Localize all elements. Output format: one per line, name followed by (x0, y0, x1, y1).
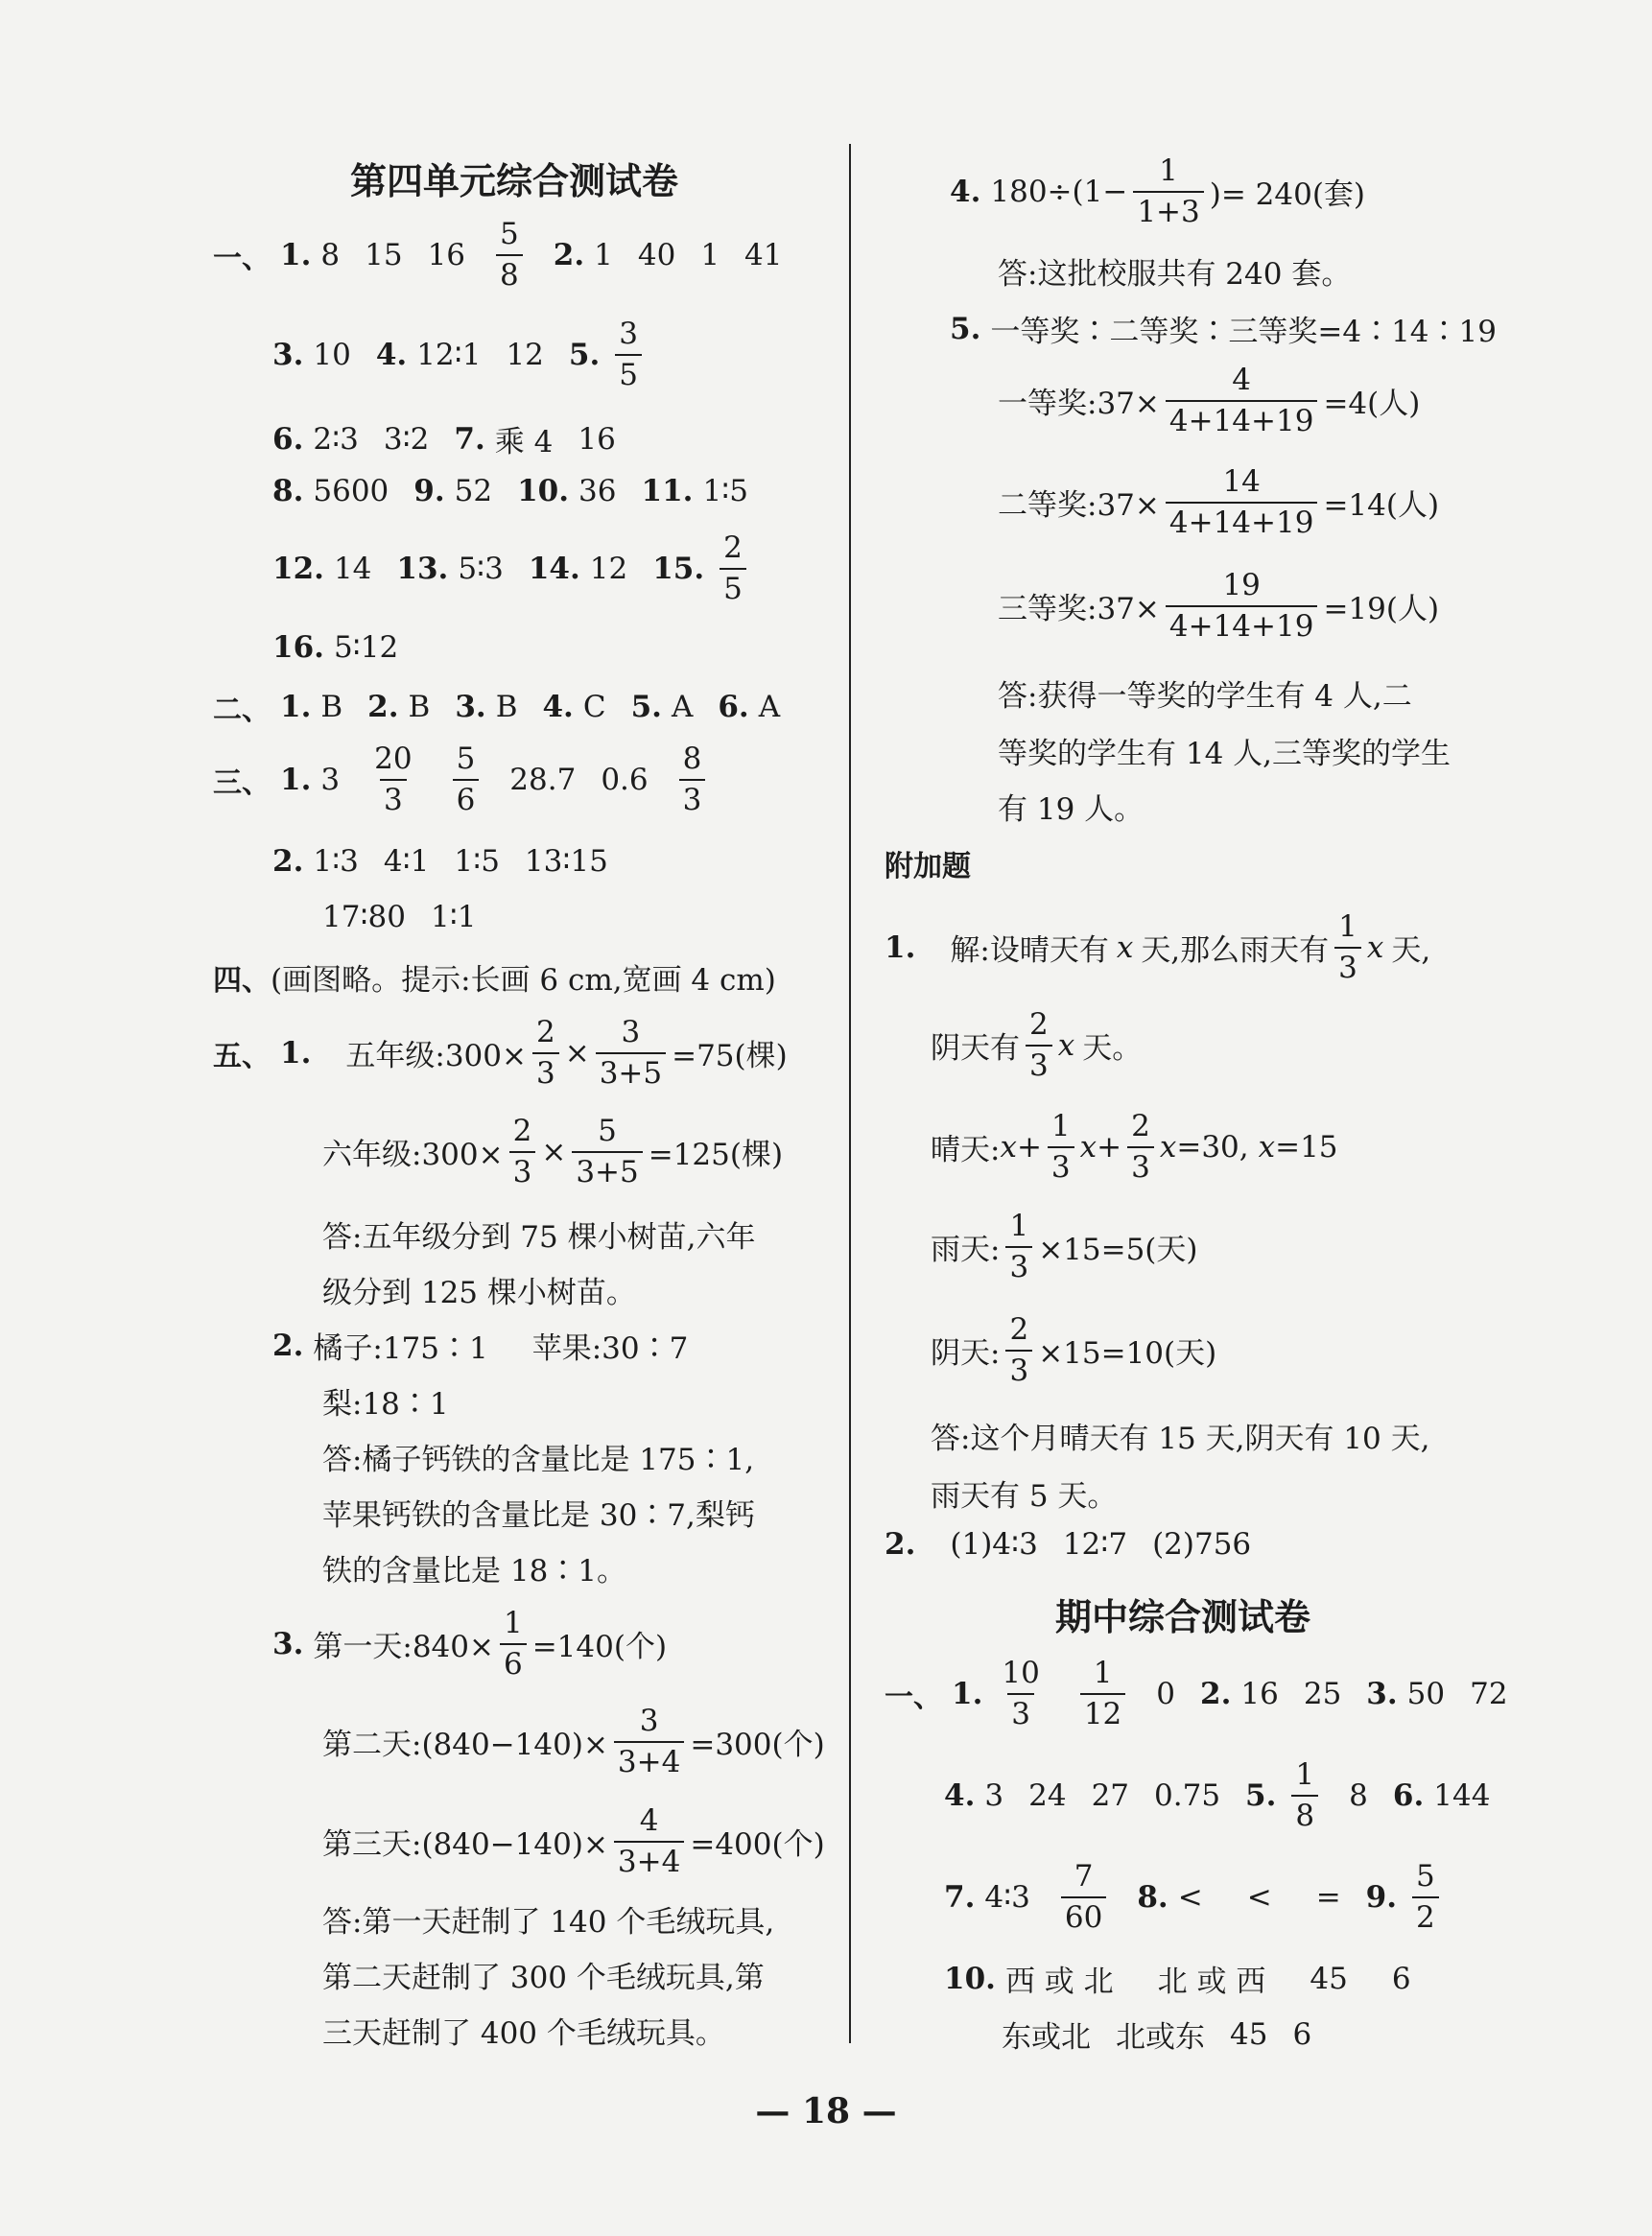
q-num: 10. (517, 474, 570, 508)
fraction: $\frac{1}{3}$ (1005, 1211, 1032, 1283)
extra-q1-l5 (931, 1314, 1216, 1386)
answer: 西 或 北 (1004, 1965, 1114, 1999)
answer: 5∶12 (333, 630, 399, 665)
s3-line1 (213, 743, 711, 815)
answer: 乘 4 (494, 425, 554, 459)
answer: 4∶1 (383, 844, 430, 879)
answer: 16 (578, 421, 616, 457)
s5-q1-l2 (322, 1116, 783, 1188)
q-num: 1. (885, 930, 916, 965)
fraction: $\frac{2}{3}$ (1026, 1009, 1052, 1081)
s5-q3-l1 (272, 1608, 667, 1680)
section-label: 二、 (213, 694, 271, 727)
expression: 阴天: (931, 1336, 1001, 1372)
q-num: 4. (375, 337, 408, 372)
q-num: 7. (944, 1879, 976, 1915)
answer-text: 苹果钙铁的含量比是 30∶7,梨钙 (322, 1498, 755, 1533)
answer: < (1246, 1879, 1272, 1915)
mid-line2 (944, 1759, 1490, 1831)
answer: 2∶3 (313, 421, 359, 457)
answer: = (1315, 1879, 1341, 1915)
s3-line2 (272, 844, 608, 879)
q-num: 1. (952, 1676, 983, 1711)
expression: 六年级:300× (322, 1138, 504, 1173)
variable: x (1159, 1129, 1177, 1165)
r-q5-ratio (950, 307, 1497, 350)
q-num: 12. (272, 551, 324, 586)
answer: 12∶1 (416, 337, 482, 372)
answer: 1∶5 (454, 844, 500, 879)
expression: 天,那么雨天有 (1141, 933, 1330, 969)
fraction: $\frac{19}{4+14+19}$ (1166, 570, 1318, 642)
q-num: 3. (272, 1626, 304, 1661)
q-num: 4. (542, 690, 574, 724)
section-label: 五、 (213, 1039, 271, 1073)
expression: ×15=10(天) (1038, 1336, 1217, 1372)
q-num: 9. (413, 474, 445, 508)
answer: 5600 (313, 474, 389, 508)
q-num: 5. (950, 311, 981, 346)
answer: B (320, 690, 343, 724)
expression: 第三天:(840−140)× (322, 1827, 608, 1863)
section-label: 一、 (213, 241, 271, 275)
answer: A (758, 690, 781, 724)
q-num: 5. (1245, 1777, 1277, 1813)
expression: 五年级:300× (345, 1039, 527, 1074)
q-num: 3. (1366, 1676, 1398, 1711)
answer: 1∶3 (313, 844, 359, 879)
section-label: 四、 (213, 963, 271, 998)
q-num: 4. (950, 174, 981, 209)
answer: 北或东 (1116, 2020, 1205, 2055)
answer: 40 (637, 237, 676, 272)
s4-line (213, 955, 776, 999)
answer: (画图略。提示:长画 6 cm,宽画 4 cm) (271, 963, 776, 998)
q-num: 8. (272, 474, 304, 508)
mid-line4 (944, 1957, 1411, 2000)
answer-text: 级分到 125 棵小树苗。 (322, 1276, 636, 1310)
fraction: $\frac{1}{12}$ (1080, 1658, 1125, 1730)
section-label: 一、 (885, 1680, 942, 1714)
expression: 天, (1391, 933, 1431, 969)
q-num: 9. (1365, 1879, 1398, 1915)
answer: 50 (1406, 1676, 1446, 1711)
mid-line5 (1002, 2012, 1311, 2056)
fraction: $\frac{1}{8}$ (1291, 1759, 1318, 1831)
answer-text: 答:第一天赶制了 140 个毛绒玩具, (322, 1905, 775, 1940)
expression: 晴天: (931, 1133, 1001, 1168)
answer-text: 答:五年级分到 75 棵小树苗,六年 (322, 1220, 756, 1255)
answer: B (408, 690, 431, 724)
s1-line6 (272, 630, 398, 665)
fraction: $\frac{20}{3}$ (374, 741, 413, 817)
variable: x (1000, 1129, 1017, 1165)
q-num: 2. (367, 690, 399, 724)
answer: 25 (1303, 1676, 1342, 1711)
answer-text: 铁的含量比是 18∶1。 (322, 1554, 627, 1589)
expression: =15 (1275, 1129, 1338, 1165)
fraction: $\frac{7}{60}$ (1061, 1861, 1106, 1933)
answer: 24 (1028, 1777, 1067, 1813)
expression: =4(人) (1323, 387, 1421, 422)
answer: 北 或 西 (1157, 1965, 1266, 1999)
unit4-test-title: 第四单元综合测试卷 (350, 159, 679, 202)
expression: 解:设晴天有 (950, 933, 1109, 969)
answer: 16 (427, 237, 466, 272)
q-num: 2. (272, 844, 304, 879)
variable: x (1366, 930, 1384, 965)
answer: 8 (320, 237, 341, 272)
answer: 27 (1091, 1777, 1130, 1813)
expression: =14(人) (1323, 488, 1440, 524)
q-num: 11. (641, 474, 694, 508)
q-num: 1. (280, 237, 312, 272)
expression: ×15=5(天) (1038, 1233, 1198, 1268)
fraction: $\frac{1}{6}$ (500, 1608, 527, 1680)
answer: 28.7 (509, 762, 577, 797)
expression: 阴天有 (931, 1031, 1020, 1067)
q-num: 3. (272, 337, 304, 372)
answer: 17∶80 (322, 900, 406, 934)
expression: =400(个) (690, 1827, 825, 1863)
operator: + (1016, 1129, 1042, 1165)
fraction: $\frac{5}{6}$ (453, 743, 480, 815)
expression: 180÷(1− (990, 174, 1128, 209)
fraction: $\frac{1}{1+3}$ (1133, 155, 1203, 227)
expression: 一等奖:37× (998, 387, 1160, 422)
q-num: 6. (718, 690, 749, 724)
operator: + (1097, 1129, 1122, 1165)
q-num: 16. (272, 630, 324, 665)
answer: 0.6 (601, 762, 649, 797)
column-divider (849, 144, 851, 2043)
answer: 6 (1292, 2016, 1312, 2052)
answer: 0.75 (1154, 1777, 1221, 1813)
fraction: $\frac{2}{3}$ (1127, 1111, 1154, 1183)
q-num: 7. (454, 421, 485, 457)
fraction: $\frac{1}{3}$ (1048, 1111, 1074, 1183)
q-num: 5. (568, 337, 601, 372)
answer: 12 (506, 337, 544, 372)
answer: 5∶3 (458, 551, 504, 586)
q-num: 2. (272, 1328, 304, 1363)
q-num: 6. (272, 421, 304, 457)
answer: A (671, 690, 694, 724)
q-num: 2. (885, 1527, 916, 1562)
q-num: 4. (944, 1777, 976, 1813)
fraction: $\frac{3}{3+5}$ (596, 1017, 666, 1089)
expression: 第二天:(840−140)× (322, 1728, 608, 1763)
extra-q1-l4 (931, 1211, 1198, 1283)
q-num: 10. (944, 1961, 996, 1996)
answer-text: 雨天有 5 天。 (931, 1479, 1118, 1514)
q-num: 1. (280, 690, 312, 724)
r-q5-l3 (998, 570, 1439, 642)
expression: 雨天: (931, 1233, 1001, 1268)
answer: 45 (1230, 2016, 1268, 2052)
answer: C (582, 690, 606, 724)
answer: 14 (333, 551, 372, 586)
q-num: 5. (630, 690, 662, 724)
s5-q1-l1 (213, 1017, 788, 1089)
fraction: $\frac{5}{2}$ (1412, 1861, 1439, 1933)
fraction: $\frac{3}{5}$ (615, 318, 642, 390)
fraction: $\frac{2}{5}$ (720, 532, 746, 604)
answer: 橘子:175∶1 (313, 1331, 488, 1366)
extra-q1-l2 (931, 1009, 1142, 1081)
fraction: $\frac{14}{4+14+19}$ (1166, 466, 1318, 538)
s2-line (213, 686, 780, 728)
answer-text: 答:获得一等奖的学生有 4 人,二 (998, 679, 1412, 714)
fraction: $\frac{4}{4+14+19}$ (1166, 365, 1318, 436)
expression: 二等奖:37× (998, 488, 1160, 524)
fraction: $\frac{3}{3+4}$ (614, 1706, 684, 1777)
variable: x (1258, 1129, 1276, 1165)
s3-line3 (322, 900, 476, 934)
answer: 1∶5 (702, 474, 748, 508)
midterm-test-title: 期中综合测试卷 (1055, 1595, 1311, 1638)
answer-text: 答:这个月晴天有 15 天,阴天有 10 天, (931, 1422, 1430, 1456)
expression: 三等奖:37× (998, 592, 1160, 627)
section-label: 三、 (213, 765, 271, 800)
answer: 144 (1433, 1777, 1491, 1813)
variable: x (1057, 1027, 1075, 1063)
s1-line5 (272, 532, 752, 604)
answer: 15 (365, 237, 403, 272)
answer-text: 等奖的学生有 14 人,三等奖的学生 (998, 737, 1451, 771)
mid-line3 (944, 1861, 1445, 1933)
fraction: $\frac{2}{3}$ (1005, 1314, 1032, 1386)
answer: (1)4∶3 (950, 1527, 1038, 1562)
answer: 13∶15 (524, 844, 608, 879)
s5-q3-l3 (322, 1805, 825, 1877)
extra-q1-l1 (885, 911, 1430, 983)
answer: 16 (1240, 1676, 1279, 1711)
expression: =75(棵) (672, 1039, 788, 1074)
r-q5-l1 (998, 365, 1420, 436)
answer-text: 第二天赶制了 300 个毛绒玩具,第 (322, 1961, 765, 1995)
answer: 6 (1391, 1961, 1411, 1996)
fraction: $\frac{2}{3}$ (532, 1017, 559, 1089)
answer-text: 答:这批校服共有 240 套。 (998, 257, 1352, 292)
answer: 0 (1156, 1676, 1176, 1711)
answer: 10 (313, 337, 351, 372)
page-number: — 18 — (755, 2091, 897, 2131)
answer-text: 有 19 人。 (998, 792, 1145, 827)
q-num: 1. (280, 762, 312, 797)
answer: 3∶2 (383, 421, 430, 457)
s1-line4 (272, 474, 748, 508)
operator: × (541, 1134, 567, 1169)
answer: 3 (320, 762, 341, 797)
variable: x (1079, 1129, 1097, 1165)
expression: =140(个) (531, 1630, 668, 1665)
answer: 45 (1310, 1961, 1348, 1996)
answer: 12 (589, 551, 628, 586)
expression: =125(棵) (648, 1138, 784, 1173)
s1-line2 (272, 318, 648, 390)
q-num: 13. (396, 551, 449, 586)
extra-q1-l3 (931, 1111, 1338, 1183)
answer: (2)756 (1152, 1527, 1252, 1562)
answer: 东或北 (1002, 2020, 1091, 2055)
q-num: 6. (1392, 1777, 1425, 1813)
answer-text: 三天赶制了 400 个毛绒玩具。 (322, 2016, 725, 2051)
expression: =30, (1176, 1129, 1249, 1165)
s5-q3-l2 (322, 1706, 825, 1777)
s1-line3 (272, 417, 616, 460)
fraction: $\frac{2}{3}$ (509, 1116, 536, 1188)
extra-title: 附加题 (885, 850, 971, 883)
answer: 3 (984, 1777, 1004, 1813)
q-num: 15. (652, 551, 705, 586)
expression: 天。 (1082, 1031, 1143, 1067)
fraction: $\frac{1}{3}$ (1334, 911, 1361, 983)
fraction: $\frac{10}{3}$ (1002, 1656, 1040, 1731)
mid-line1 (885, 1658, 1508, 1730)
q-num: 8. (1137, 1879, 1168, 1915)
s5-q2-l1 (272, 1324, 688, 1367)
fraction: $\frac{4}{3+4}$ (614, 1805, 684, 1877)
q-num: 14. (528, 551, 580, 586)
answer: < (1177, 1879, 1203, 1915)
s1-line1 (213, 219, 783, 291)
answer: 1∶1 (430, 900, 477, 934)
answer: 36 (578, 474, 617, 508)
expression: =19(人) (1323, 592, 1440, 627)
q-num: 1. (280, 1035, 312, 1071)
q-num: 2. (553, 237, 585, 272)
answer: 41 (744, 237, 783, 272)
fraction: $\frac{5}{3+5}$ (572, 1116, 642, 1188)
answer: 8 (1349, 1777, 1368, 1813)
answer: 12∶7 (1062, 1527, 1128, 1562)
expression: =300(个) (690, 1728, 825, 1763)
variable: x (1116, 930, 1134, 965)
answer: 52 (454, 474, 493, 508)
fraction: $\frac{8}{3}$ (679, 743, 706, 815)
answer-text: 答:橘子钙铁的含量比是 175∶1, (322, 1443, 755, 1477)
answer: 1 (700, 237, 720, 272)
q-num: 2. (1200, 1676, 1232, 1711)
extra-q2 (885, 1527, 1251, 1562)
expression: 第一天:840× (313, 1630, 494, 1665)
r-q4-l1 (950, 155, 1365, 227)
answer: 4∶3 (984, 1879, 1030, 1915)
r-q5-l2 (998, 466, 1439, 538)
operator: × (564, 1035, 590, 1071)
fraction: $\frac{5}{8}$ (496, 219, 523, 291)
answer-text: 梨:18∶1 (322, 1387, 449, 1422)
answer: 1 (594, 237, 613, 272)
q-num: 3. (455, 690, 486, 724)
expression: 一等奖∶二等奖∶三等奖=4∶14∶19 (990, 315, 1497, 349)
answer: B (495, 690, 518, 724)
expression: )= 240(套) (1209, 177, 1366, 213)
answer: 72 (1470, 1676, 1508, 1711)
answer: 苹果:30∶7 (531, 1331, 689, 1366)
